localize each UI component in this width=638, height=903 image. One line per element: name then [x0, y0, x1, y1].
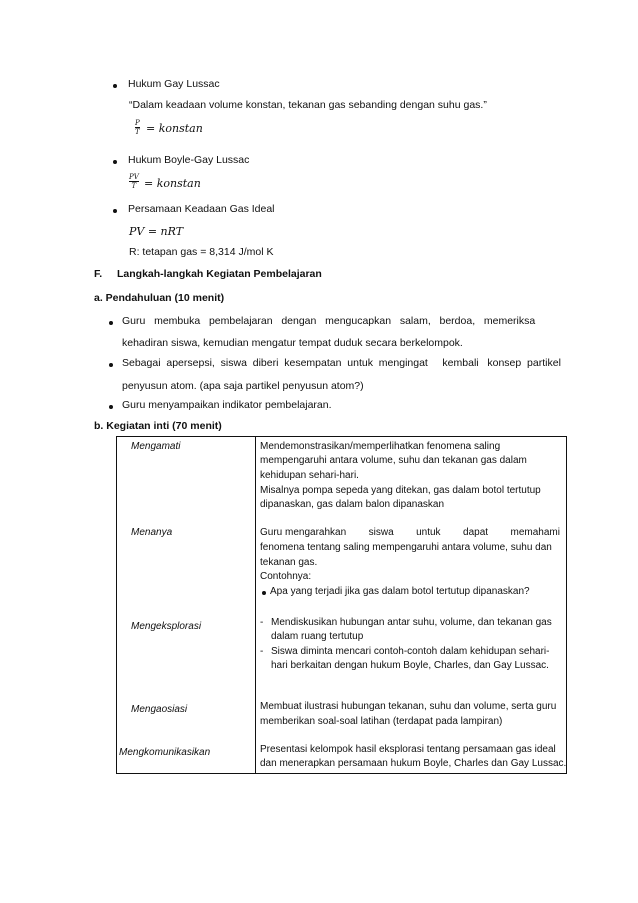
pendahuluan-item-3-line-1: Guru menyampaikan indikator pembelajaran. [122, 399, 332, 411]
menanya-word: dapat [463, 527, 489, 538]
kegiatan-inti-heading: b. Kegiatan inti (70 menit) [94, 420, 222, 432]
pendahuluan-heading: a. Pendahuluan (10 menit) [94, 292, 225, 304]
menanya-line-4: Contohnya: [260, 571, 312, 582]
bullet-gay-lussac [113, 84, 117, 88]
pendahuluan-item-1-line-1: Guru membuka pembelajaran dengan mengucapkan salam, berdoa, memeriksa [122, 315, 536, 327]
eksplorasi-item-2-line-1: Siswa diminta mencari contoh-contoh dalam kehidupan sehari- [271, 646, 550, 657]
description-column [256, 437, 567, 774]
stage-mengkomunikasikan: Mengkomunikasikan [119, 747, 211, 758]
boyle-gay-lussac-fraction [129, 173, 139, 190]
gay-lussac-rhs: = konstan [146, 122, 203, 135]
stage-mengasosiasi: Mengaosiasi [131, 704, 188, 715]
ideal-gas-label: Persamaan Keadaan Gas Ideal [128, 203, 275, 215]
mengamati-line-2: mempengaruhi antara volume, suhu dan tekanan gas dalam [260, 455, 527, 466]
eksplorasi-item-1-line-1: Mendiskusikan hubungan antar suhu, volume, dan tekanan gas [271, 617, 552, 628]
bullet-pendahuluan-3 [109, 405, 113, 409]
gas-constant-text: R: tetapan gas = 8,314 J/mol K [129, 246, 274, 258]
section-f-title: Langkah-langkah Kegiatan Pembelajaran [117, 268, 322, 280]
komunikasi-line-1: Presentasi kelompok hasil eksplorasi tentang persamaan gas ideal [260, 744, 556, 755]
menanya-line-2: fenomena tentang saling mempengaruhi antara volume, suhu dan [260, 542, 552, 553]
fraction-numerator: PV [129, 173, 139, 181]
menanya-line-1 [260, 526, 560, 541]
stage-column [117, 437, 256, 774]
gay-lussac-quote: “Dalam keadaan volume konstan, tekanan gas sebanding dengan suhu gas.” [129, 99, 487, 111]
mengamati-line-3: kehidupan sehari-hari. [260, 470, 359, 481]
bullet-boyle-gay-lussac [113, 160, 117, 164]
ideal-gas-equation: PV = nRT [129, 225, 184, 238]
gay-lussac-fraction [135, 119, 140, 136]
asosiasi-line-2: memberikan soal-soal latihan (terdapat pada lampiran) [260, 716, 503, 727]
eksplorasi-dash-1: - [260, 617, 264, 628]
mengamati-line-1: Mendemonstrasikan/memperlihatkan fenomena saling [260, 441, 501, 452]
menanya-word: untuk [416, 527, 441, 538]
bullet-pendahuluan-2 [109, 363, 113, 367]
asosiasi-line-1: Membuat ilustrasi hubungan tekanan, suhu dan volume, serta guru [260, 701, 557, 712]
pendahuluan-item-2-line-2: penyusun atom. (apa saja partikel penyusun atom?) [122, 380, 364, 392]
menanya-line-3: tekanan gas. [260, 557, 318, 568]
section-f-letter: F. [94, 268, 103, 280]
boyle-gay-lussac-label: Hukum Boyle-Gay Lussac [128, 154, 250, 166]
fraction-denominator: T [135, 128, 140, 136]
boyle-gay-lussac-rhs: = konstan [144, 177, 201, 190]
eksplorasi-item-2-line-2: hari berkaitan dengan hukum Boyle, Charles, dan Gay Lussac. [271, 660, 549, 671]
eksplorasi-item-1-line-2: dalam ruang tertutup [271, 631, 364, 642]
eksplorasi-dash-2: - [260, 646, 264, 657]
menanya-question: Apa yang terjadi jika gas dalam botol tertutup dipanaskan? [270, 586, 530, 597]
gay-lussac-label: Hukum Gay Lussac [128, 78, 220, 90]
mengamati-line-5: dipanaskan, gas dalam balon dipanaskan [260, 499, 445, 510]
stage-mengamati: Mengamati [131, 441, 181, 452]
bullet-ideal-gas [113, 209, 117, 213]
pendahuluan-item-2-line-1: Sebagai apersepsi, siswa diberi kesempatan untuk mengingat kembali konsep partikel [122, 357, 561, 369]
kegiatan-inti-table [116, 436, 567, 774]
komunikasi-line-2: dan menerapkan persamaan hukum Boyle, Charles dan Gay Lussac. [260, 758, 567, 769]
bullet-pendahuluan-1 [109, 321, 113, 325]
stage-mengeksplorasi: Mengeksplorasi [131, 621, 202, 632]
fraction-denominator: T [131, 182, 137, 190]
menanya-word: siswa [368, 527, 394, 538]
pendahuluan-item-1-line-2: kehadiran siswa, kemudian mengatur tempat duduk secara berkelompok. [122, 337, 463, 349]
stage-menanya: Menanya [131, 527, 173, 538]
mengamati-line-4: Misalnya pompa sepeda yang ditekan, gas dalam botol tertutup [260, 485, 541, 496]
menanya-word: memahami [510, 527, 560, 538]
fraction-numerator: P [135, 119, 140, 127]
table-row [117, 437, 567, 774]
menanya-word: Guru mengarahkan [260, 527, 347, 538]
menanya-question-bullet [262, 591, 266, 595]
